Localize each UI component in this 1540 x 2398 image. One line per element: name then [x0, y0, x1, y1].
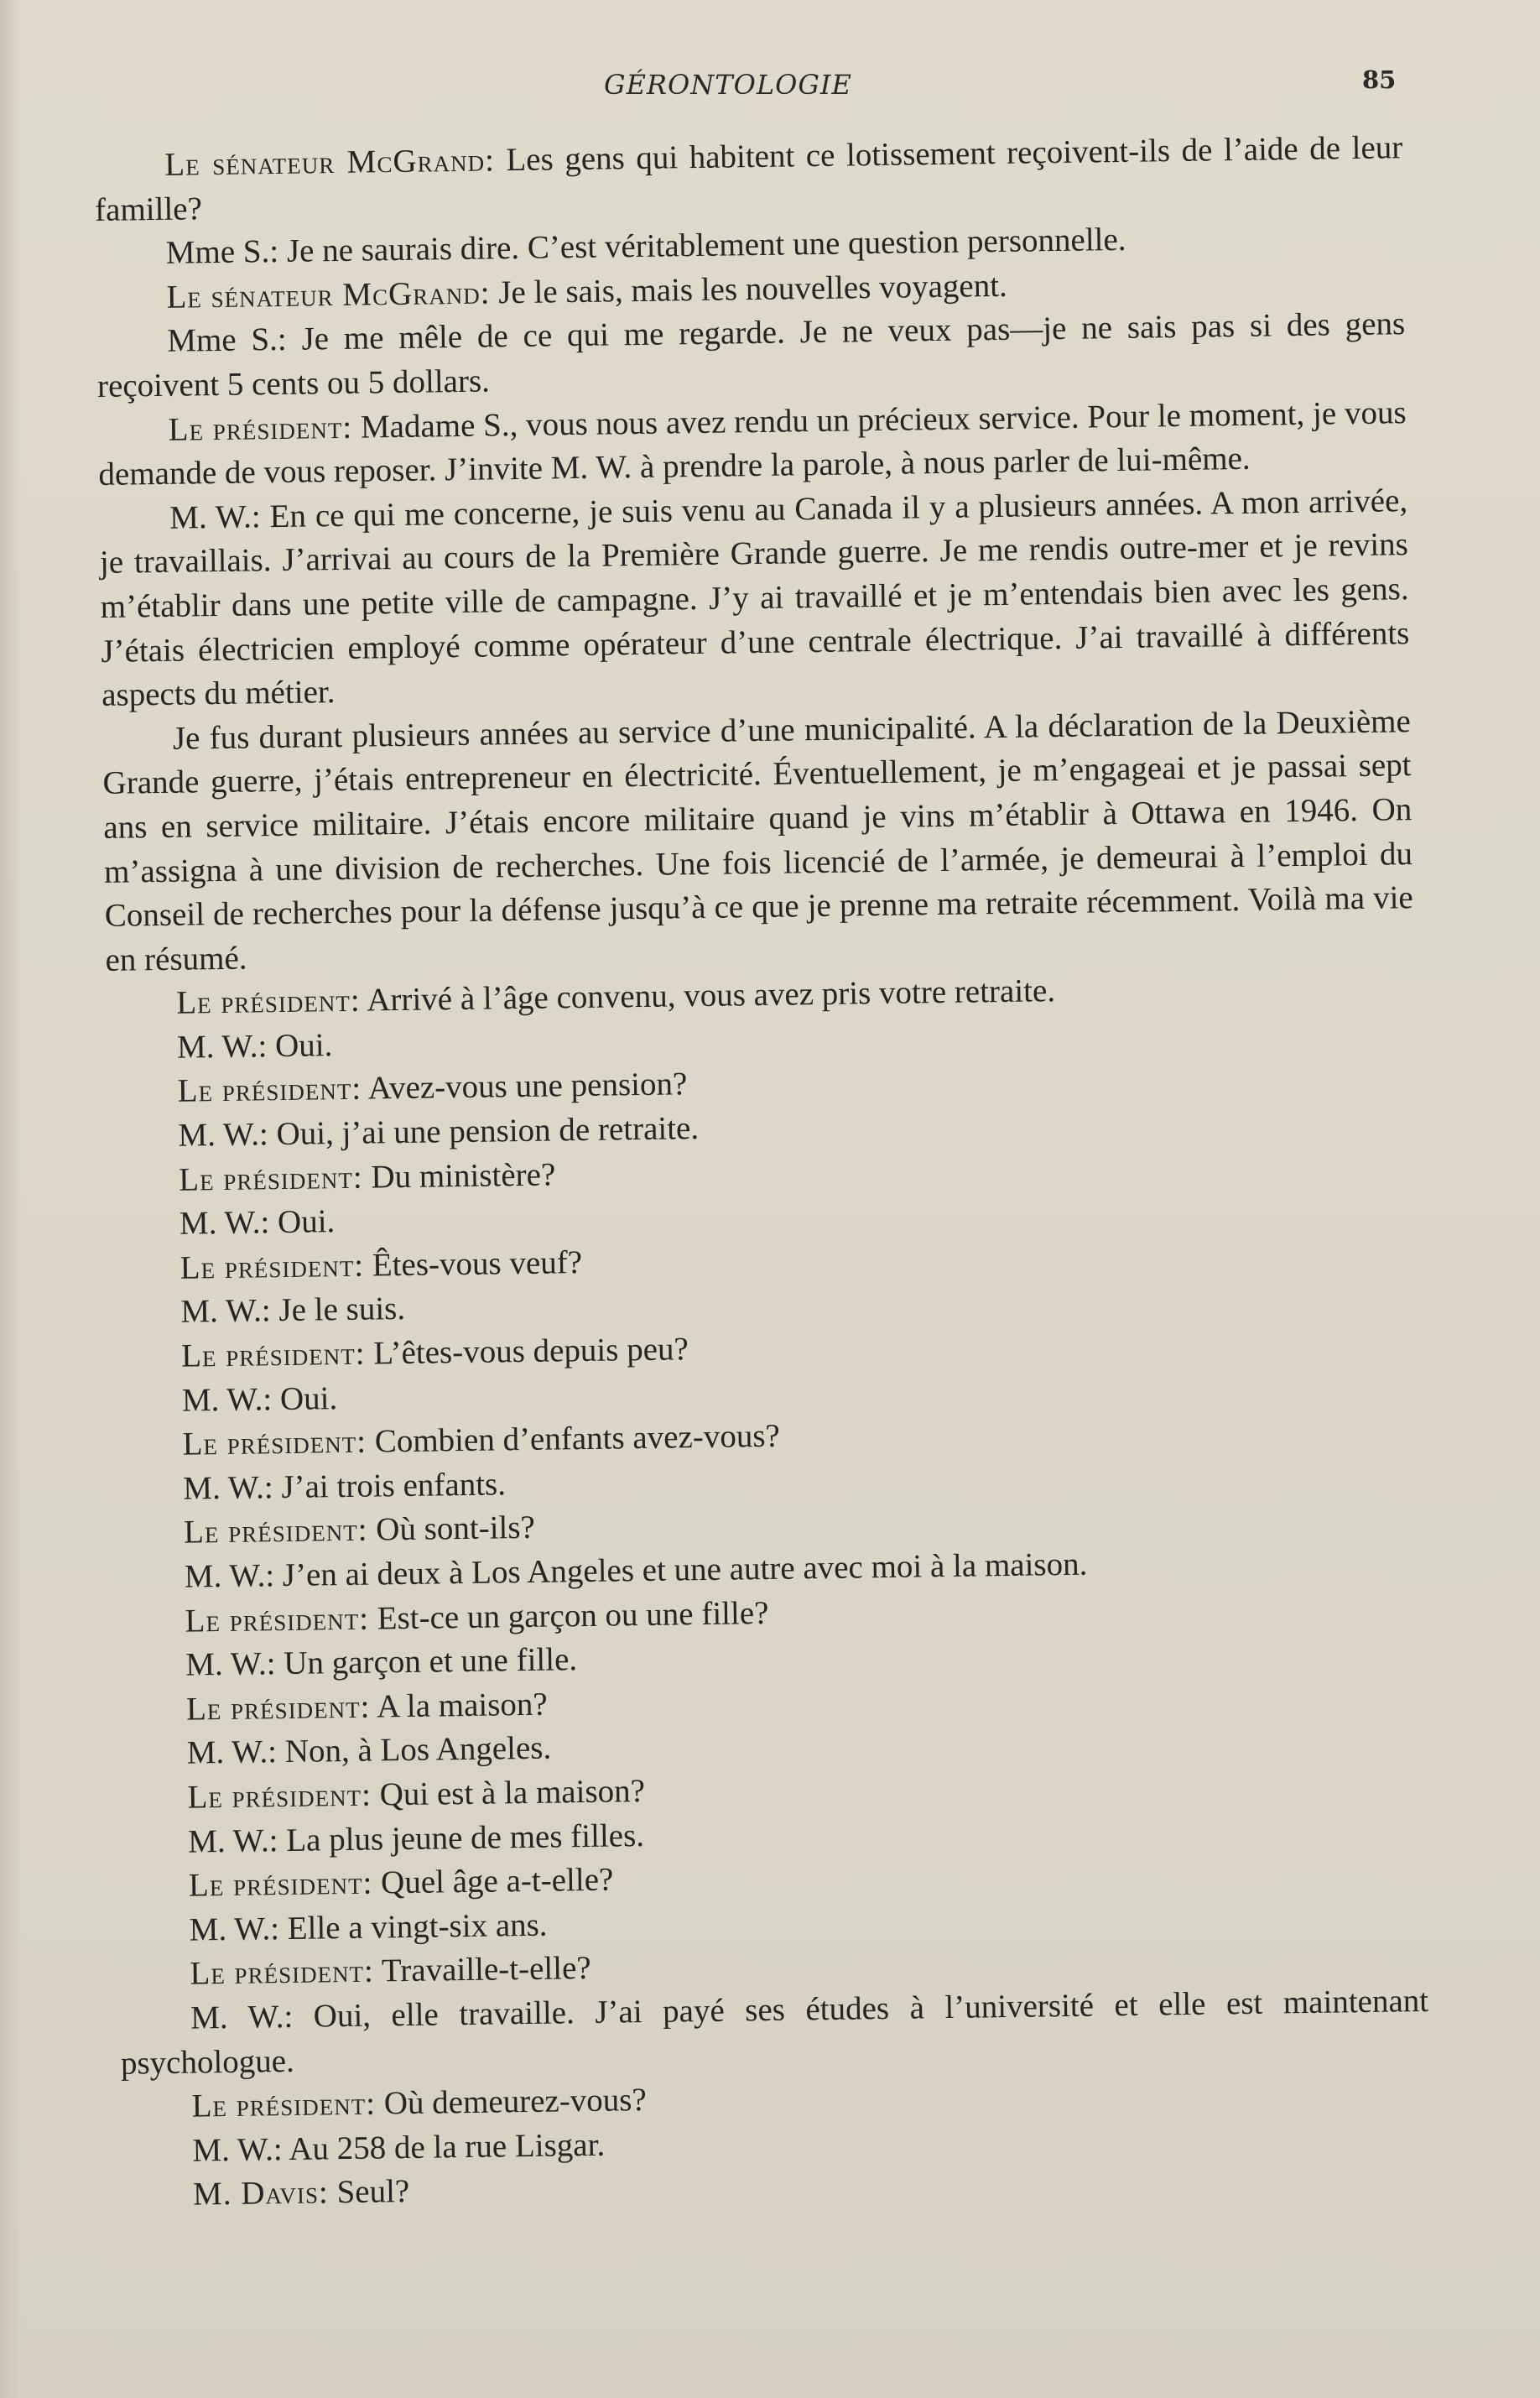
speech-text: Les gens qui habitent ce lotissement reçoivent-ils de l’aide de leur famille? [94, 129, 1403, 228]
speaker-name: Le président: [185, 1600, 370, 1640]
speech-text: Elle a vingt-six ans. [278, 1906, 548, 1947]
speech-text: Un garçon et une fille. [275, 1641, 578, 1682]
transcript-body [94, 126, 1431, 2218]
speaker-name: Le président: [168, 409, 353, 448]
speech-text: La plus jeune de mes filles. [278, 1817, 645, 1858]
speech-text: Travaille-t-elle? [373, 1950, 591, 1989]
speaker-name: M. W.: [169, 498, 261, 536]
speech-text: Seul? [328, 2173, 410, 2211]
speech-text: Au 258 de la rue Lisgar. [282, 2126, 606, 2167]
speaker-name: M. Davis: [192, 2174, 330, 2213]
speech-text: Oui, j’ai une pension de retraite. [268, 1110, 700, 1153]
speaker-name: M. W.: [178, 1116, 269, 1154]
speech-text: Quel âge a-t-elle? [372, 1861, 614, 1901]
speaker-name: M. W.: [192, 2130, 283, 2169]
speaker-name: Mme S.: [165, 233, 279, 271]
speaker-name: Le président: [190, 1952, 375, 1992]
page-number: 85 [1362, 65, 1397, 94]
speaker-name: Le président: [178, 1159, 363, 1198]
dialogue-paragraph [102, 700, 1414, 983]
speech-text: Du ministère? [362, 1156, 556, 1196]
speech-text: Madame S., vous nous avez rendu un précieux service. Pour le moment, je vous demande de vous reposer. J’invite M. W. à prendre la parole, à nous parler de lui-même. [98, 394, 1407, 493]
speech-text: Je le sais, mais les nouvelles voyagent. [490, 267, 1008, 311]
speech-text: Je me mêle de ce qui me regarde. Je ne veux pas—je ne sais pas si des gens reçoivent 5 cents ou 5 dollars. [96, 305, 1406, 404]
speech-text: Je le suis. [270, 1290, 406, 1329]
speech-text: A la maison? [370, 1686, 548, 1725]
speaker-name: M. W.: [186, 1733, 278, 1772]
speech-text: Oui. [268, 1203, 336, 1241]
speaker-name: Le président: [185, 1688, 371, 1728]
speech-text: Combien d’enfants avez-vous? [366, 1417, 781, 1460]
speaker-name: Le président: [179, 1247, 365, 1286]
speaker-name: M. W.: [180, 1292, 272, 1331]
speech-text: Oui. [267, 1027, 333, 1065]
speech-text: J’ai trois enfants. [273, 1466, 507, 1505]
speaker-name: Le sénateur McGrand: [164, 142, 496, 183]
speaker-name: M. W.: [181, 1380, 273, 1419]
speaker-name: Le président: [191, 2085, 377, 2124]
speaker-name: Le président: [182, 1423, 367, 1462]
speech-text: En ce qui me concerne, je suis venu au Canada il y a plusieurs années. A mon arrivée, je travaillais. J’arrivai au cours de la Première Grande guerre. Je me rendis outre-mer et je revins m’établir dans une petite ville de campagne. J’y ai travaillé et je m’entendais bien avec les gens. J’étais électricien employé comme opérateur d’une centrale électrique. J’ai travaillé à différents aspects du métier. [99, 482, 1410, 714]
speaker-name: M. W.: [179, 1204, 270, 1242]
speaker-name: Le président: [177, 1071, 362, 1110]
speech-text: Avez-vous une pension? [361, 1066, 688, 1108]
speech-text: Je fus durant plusieurs années au service d’une municipalité. A la déclaration de la Deuxième Grande guerre, j’étais entrepreneur en électricité. Éventuellement, je m’engageai et je passai sept ans en service militaire. J’étais encore militaire quand je vins m’établir à Ottawa en 1946. On m’assigna à une division de recherches. Une fois licencié de l’armée, je demeurai à l’emploi du Conseil de recherches pour la défense jusqu’à ce que je prenne ma retraite récemment. Voilà ma vie en résumé. [102, 702, 1413, 978]
speech-text: Est-ce un garçon ou une fille? [368, 1594, 769, 1637]
speaker-name: Le président: [188, 1864, 373, 1904]
speech-text: Êtes-vous veuf? [363, 1243, 583, 1284]
speech-text: Oui. [271, 1379, 338, 1417]
speaker-name: M. W.: [183, 1468, 273, 1507]
speaker-name: M. W.: [190, 1998, 294, 2036]
speaker-name: Le président: [183, 1512, 368, 1551]
speech-text: Où demeurez-vous? [375, 2082, 648, 2122]
page-edge-shadow [0, 0, 22, 2398]
speech-text: L’êtes-vous depuis peu? [365, 1331, 689, 1372]
speech-text: Oui, elle travaille. J’ai payé ses études à l’université et elle est maintenant psychologue. [120, 1982, 1429, 2082]
speech-text: Qui est à la maison? [371, 1772, 646, 1813]
running-title: GÉRONTOLOGIE [604, 69, 852, 101]
speech-text: J’en ai deux à Los Angeles et une autre avec moi à la maison. [273, 1546, 1088, 1594]
speech-text: Je ne saurais dire. C’est véritablement une question personnelle. [278, 222, 1126, 270]
speaker-name: Le président: [187, 1776, 372, 1816]
speech-text: Arrivé à l’âge convenu, vous avez pris votre retraite. [360, 972, 1056, 1019]
speaker-name: M. W.: [176, 1028, 268, 1066]
speaker-name: Mme S.: [166, 321, 288, 360]
speaker-name: M. W.: [185, 1645, 276, 1683]
speaker-name: Le président: [175, 982, 362, 1022]
speaker-name: Le sénateur McGrand: [166, 274, 491, 315]
dialogue-paragraph [99, 479, 1411, 718]
speaker-name: M. W.: [189, 1910, 280, 1948]
page-header [0, 65, 1540, 111]
speech-text: Où sont-ils? [367, 1509, 536, 1549]
speech-text: Non, à Los Angeles. [276, 1729, 552, 1770]
speaker-name: M. W.: [184, 1557, 275, 1595]
speaker-name: Le président: [180, 1335, 366, 1374]
speaker-name: M. W.: [187, 1822, 278, 1860]
